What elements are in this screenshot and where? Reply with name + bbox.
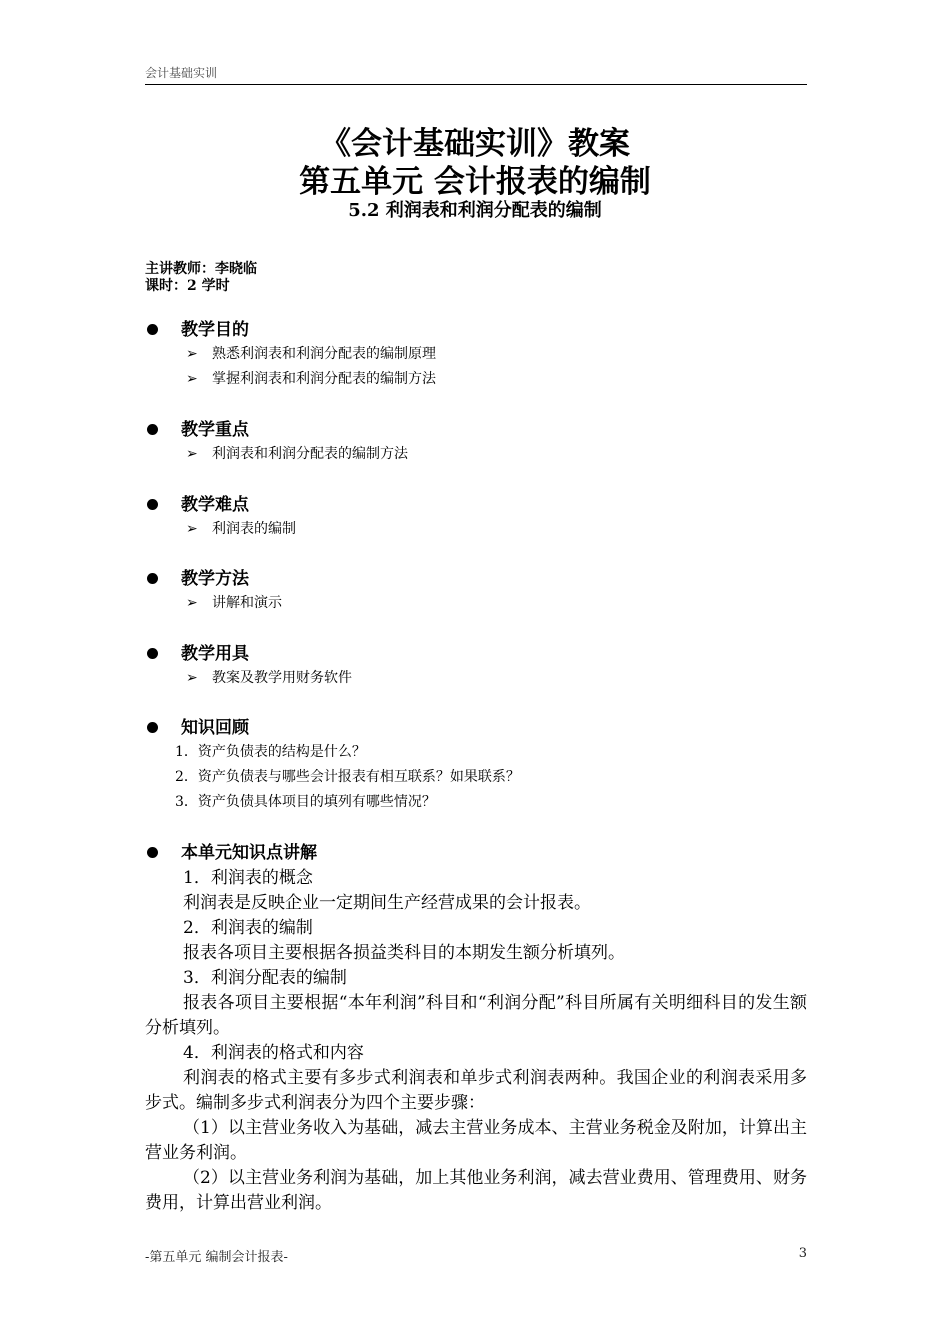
lecture-heading: 4．利润表的格式和内容 bbox=[183, 1043, 364, 1063]
list-item: ➢ 利润表和利润分配表的编制方法 bbox=[186, 443, 408, 465]
lecture-heading: 3．利润分配表的编制 bbox=[183, 968, 347, 988]
arrowhead-icon: ➢ bbox=[186, 371, 198, 387]
list-item: ➢ 熟悉利润表和利润分配表的编制原理 bbox=[186, 343, 436, 365]
lecture-paragraph: 报表各项目主要根据各损益类科目的本期发生额分析填列。 bbox=[183, 943, 625, 963]
lecture-paragraph: 利润表是反映企业一定期间生产经营成果的会计报表。 bbox=[183, 893, 591, 913]
header-rule bbox=[145, 84, 807, 85]
section-subtitle: 5.2 利润表和利润分配表的编制 bbox=[348, 200, 602, 221]
arrowhead-icon: ➢ bbox=[186, 521, 198, 537]
lecture-heading: 1．利润表的概念 bbox=[183, 868, 313, 888]
footer-left: -第五单元 编制会计报表- bbox=[145, 1250, 288, 1265]
list-item: ➢ 掌握利润表和利润分配表的编制方法 bbox=[186, 368, 436, 390]
document-title: 《会计基础实训》教案 bbox=[320, 126, 630, 162]
bullet-icon bbox=[147, 847, 158, 858]
bullet-icon bbox=[147, 324, 158, 335]
teacher-line: 主讲教师：李晓临 bbox=[145, 261, 257, 277]
running-header: 会计基础实训 bbox=[145, 66, 218, 80]
section-label: 教学用具 bbox=[181, 644, 249, 664]
list-item: ➢ 教案及教学用财务软件 bbox=[186, 667, 352, 689]
bullet-icon bbox=[147, 499, 158, 510]
arrowhead-icon: ➢ bbox=[186, 446, 198, 462]
bullet-icon bbox=[147, 424, 158, 435]
lecture-body bbox=[145, 866, 807, 1216]
lecture-paragraph: （2）以主营业务利润为基础，加上其他业务利润，减去营业费用、管理费用、财务费用，计算出营业利润。 bbox=[145, 1168, 807, 1213]
list-item: ➢ 利润表的编制 bbox=[186, 518, 296, 540]
arrowhead-icon: ➢ bbox=[186, 346, 198, 362]
unit-title: 第五单元 会计报表的编制 bbox=[299, 164, 651, 200]
section-label: 本单元知识点讲解 bbox=[181, 843, 317, 863]
section-label: 教学重点 bbox=[181, 420, 249, 440]
review-item: 1．资产负债表的结构是什么？ bbox=[175, 744, 366, 760]
section-label: 教学目的 bbox=[181, 320, 249, 340]
section-label: 知识回顾 bbox=[181, 718, 249, 738]
bullet-icon bbox=[147, 648, 158, 659]
lecture-paragraph: 利润表的格式主要有多步式利润表和单步式利润表两种。我国企业的利润表采用多步式。编制多步式利润表分为四个主要步骤： bbox=[145, 1068, 807, 1113]
arrowhead-icon: ➢ bbox=[186, 670, 198, 686]
arrowhead-icon: ➢ bbox=[186, 595, 198, 611]
lecture-paragraph: （1）以主营业务收入为基础，减去主营业务成本、主营业务税金及附加，计算出主营业务利润。 bbox=[145, 1118, 807, 1163]
section-label: 教学难点 bbox=[181, 495, 249, 515]
bullet-icon bbox=[147, 573, 158, 584]
review-item: 3．资产负债具体项目的填列有哪些情况？ bbox=[175, 794, 436, 810]
review-item: 2．资产负债表与哪些会计报表有相互联系？如果联系？ bbox=[175, 769, 520, 785]
lecture-paragraph: 报表各项目主要根据“本年利润”科目和“利润分配”科目所属有关明细科目的发生额分析填列。 bbox=[145, 993, 807, 1038]
section-label: 教学方法 bbox=[181, 569, 249, 589]
page-number: 3 bbox=[798, 1246, 807, 1261]
list-item: ➢ 讲解和演示 bbox=[186, 592, 282, 614]
lecture-heading: 2．利润表的编制 bbox=[183, 918, 313, 938]
bullet-icon bbox=[147, 722, 158, 733]
hours-line: 课时：2 学时 bbox=[145, 278, 230, 294]
